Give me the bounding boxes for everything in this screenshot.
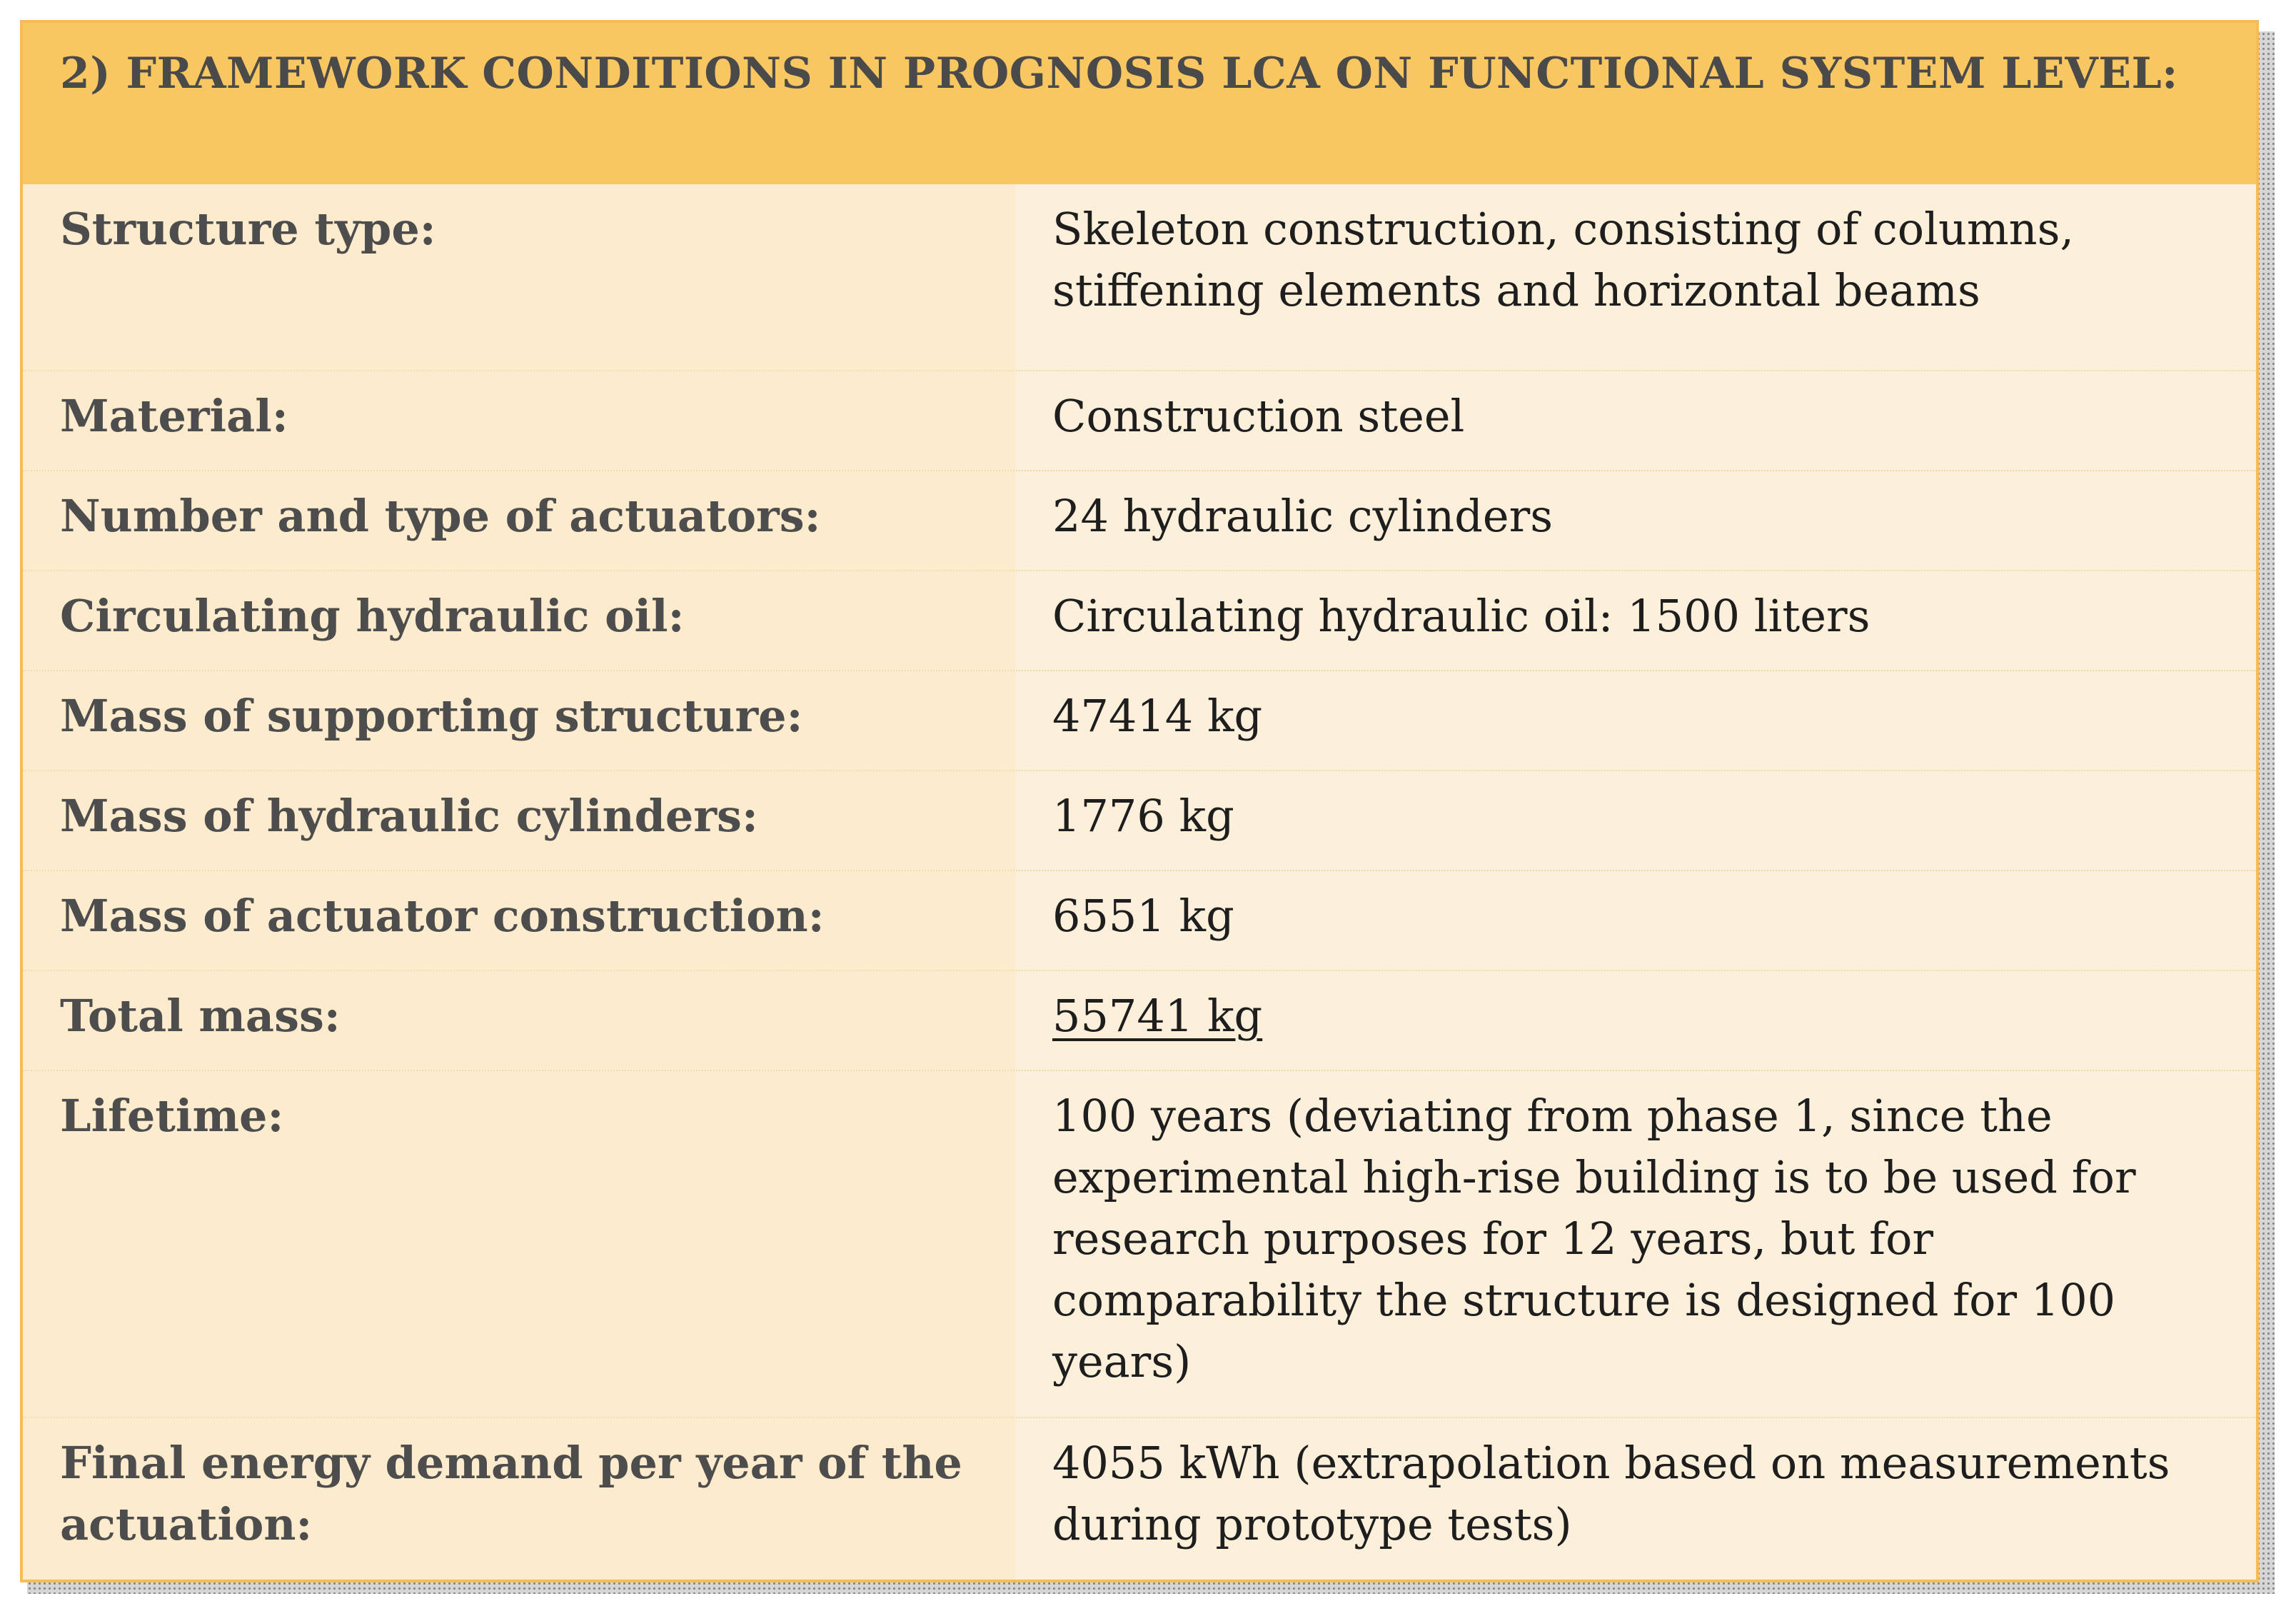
- row-value: 24 hydraulic cylinders: [1015, 471, 2256, 570]
- row-label: Material:: [60, 390, 288, 442]
- row-label: Total mass:: [60, 990, 341, 1042]
- row-label: Mass of hydraulic cylinders:: [60, 790, 758, 842]
- row-value: Skeleton construction, consisting of columns, stiffening elements and horizontal beams: [1015, 184, 2256, 370]
- table-row: [23, 184, 2256, 371]
- row-label: Structure type:: [60, 203, 436, 255]
- table-row: [23, 671, 2256, 771]
- total-mass-value: 55741 kg: [1052, 990, 1263, 1042]
- table-row: [23, 1071, 2256, 1418]
- row-value: [1015, 971, 2256, 1070]
- row-value: 6551 kg: [1015, 871, 2256, 970]
- box-title: 2) FRAMEWORK CONDITIONS IN PROGNOSIS LCA ON FUNCTIONAL SYSTEM LEVEL:: [60, 49, 2178, 99]
- row-value: 47414 kg: [1015, 671, 2256, 770]
- row-value: 100 years (deviating from phase 1, since the experimental high-rise building is to be used for research purposes for 12 years, but for comparability the structure is designed for 100 years): [1015, 1071, 2256, 1417]
- table-row: [23, 871, 2256, 971]
- row-value: 4055 kWh (extrapolation based on measurements during prototype tests): [1015, 1418, 2256, 1580]
- row-value: Construction steel: [1015, 371, 2256, 470]
- row-label: Lifetime:: [60, 1090, 284, 1142]
- table-row: [23, 571, 2256, 671]
- box-header: [23, 23, 2256, 184]
- row-value: 1776 kg: [1015, 771, 2256, 870]
- row-value: Circulating hydraulic oil: 1500 liters: [1015, 571, 2256, 670]
- table-row: [23, 971, 2256, 1071]
- row-label: Mass of actuator construction:: [60, 890, 825, 942]
- framework-conditions-box: [20, 20, 2259, 1582]
- row-label: Number and type of actuators:: [60, 490, 821, 542]
- row-label: Circulating hydraulic oil:: [60, 590, 685, 642]
- table-row: [23, 371, 2256, 471]
- row-label: Final energy demand per year of the actuation:: [60, 1437, 962, 1550]
- table-row: [23, 471, 2256, 571]
- row-label: Mass of supporting structure:: [60, 690, 803, 742]
- table-row: [23, 1418, 2256, 1580]
- table-row: [23, 771, 2256, 871]
